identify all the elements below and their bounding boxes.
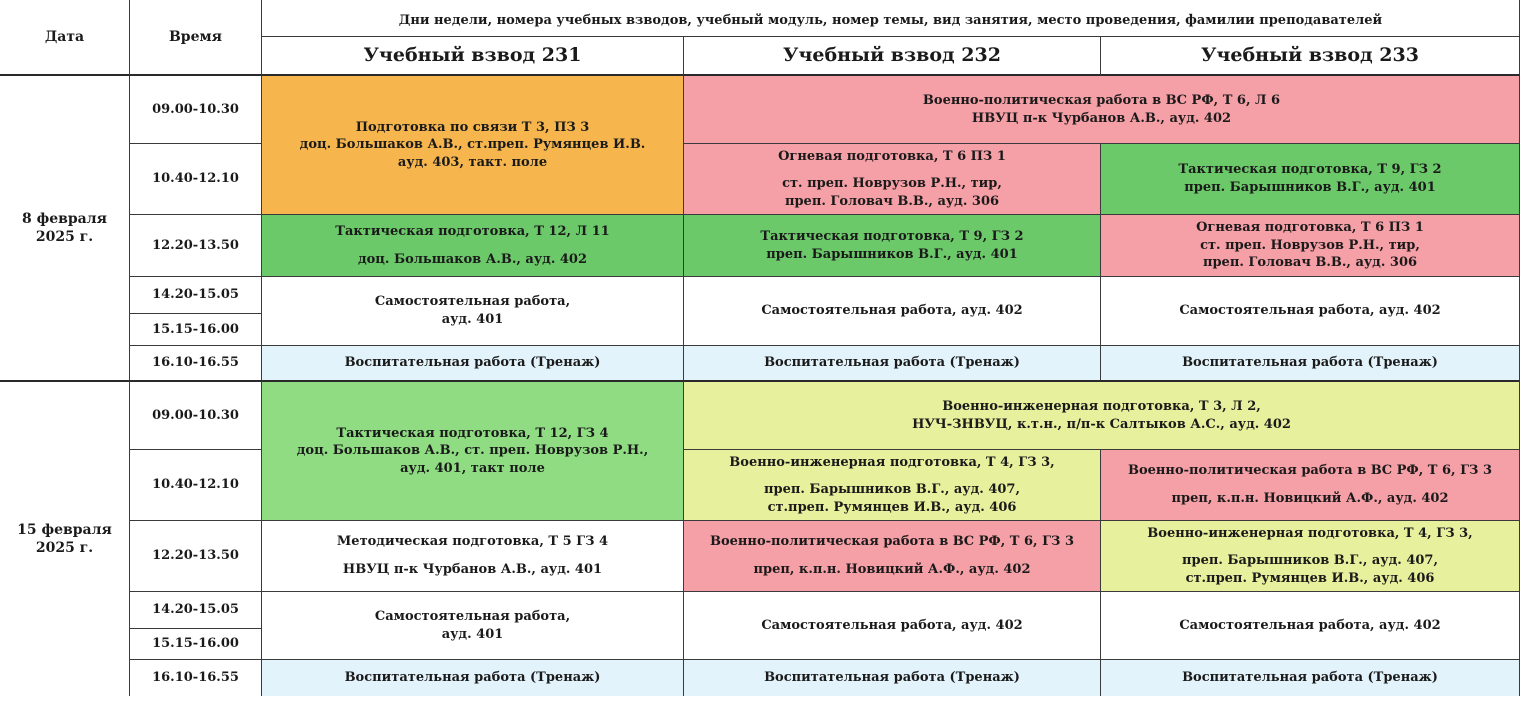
lesson-title: Огневая подготовка, Т 6 ПЗ 1 (1196, 220, 1424, 236)
day1-p232-fire (684, 144, 1101, 215)
lesson-teacher: преп, к.п.н. Новицкий А.Ф., ауд. 402 (753, 562, 1031, 577)
day2-time-6 (130, 660, 262, 696)
header-time-label: Время (168, 28, 223, 45)
platoon-231-label: Учебный взвод 231 (363, 43, 582, 66)
day1-p231-tactics (262, 215, 684, 277)
day2-p232-education (684, 660, 1101, 696)
header-caption (262, 0, 1520, 37)
lesson-title: Огневая подготовка, Т 6 ПЗ 1 (778, 148, 1006, 164)
lesson-title: Военно-инженерная подготовка, Т 3, Л 2, (942, 398, 1261, 414)
lesson-title: Военно-инженерная подготовка, Т 4, ГЗ 3, (729, 454, 1055, 470)
platoon-232-label: Учебный взвод 232 (783, 43, 1001, 66)
lesson-teacher: доц. Большаков А.В., ст.преп. Румянцев И.В. (299, 137, 646, 153)
lesson-title: Самостоятельная работа, ауд. 402 (1179, 303, 1441, 319)
lesson-title: Методическая подготовка, Т 5 ГЗ 4 (336, 534, 609, 550)
header-platoon-232 (684, 37, 1101, 76)
day1-p232-tactics (684, 215, 1101, 277)
lesson-room: преп. Головач В.В., ауд. 306 (1202, 255, 1418, 271)
time-label: 14.20-15.05 (152, 602, 239, 618)
lesson-teacher: доц. Большаков А.В., ст. преп. Новрузов Р.Н., (296, 443, 649, 459)
header-date-label: Дата (44, 28, 85, 45)
day1-p233-tactics (1101, 144, 1520, 215)
lesson-teacher: НВУЦ п-к Чурбанов А.В., ауд. 402 (971, 110, 1232, 126)
day1-time-6 (130, 346, 262, 382)
lesson-title: Военно-политическая работа в ВС РФ, Т 6, ГЗ 3 (1127, 463, 1493, 479)
lesson-room: ауд. 401, такт поле (400, 460, 545, 476)
lesson-title: Самостоятельная работа, ауд. 402 (761, 303, 1023, 319)
lesson-title: Самостоятельная работа, ауд. 402 (761, 617, 1023, 633)
day2-p232-233-engineering (684, 382, 1520, 450)
day2-p231-selfstudy (262, 592, 684, 660)
lesson-title: Самостоятельная работа, (374, 608, 571, 624)
lesson-room: ст.преп. Румянцев И.В., ауд. 406 (1185, 570, 1435, 586)
lesson-room: ст.преп. Румянцев И.В., ауд. 406 (767, 499, 1017, 515)
header-time (130, 0, 262, 76)
day1-p231-education (262, 346, 684, 382)
lesson-teacher: преп. Барышников В.Г., ауд. 407, (1181, 553, 1439, 569)
day2-p231-tactics (262, 382, 684, 521)
platoon-233-label: Учебный взвод 233 (1201, 43, 1419, 66)
lesson-room: ауд. 401 (441, 626, 504, 642)
day2-time-2 (130, 450, 262, 521)
lesson-title: Тактическая подготовка, Т 12, Л 11 (335, 223, 610, 239)
day1-date-line1: 8 февраля (22, 210, 107, 227)
header-platoon-231 (262, 37, 684, 76)
lesson-teacher: доц. Большаков А.В., ауд. 402 (357, 251, 588, 267)
day2-time-1 (130, 382, 262, 450)
day2-p231-methodical (262, 521, 684, 592)
day1-p232-education (684, 346, 1101, 382)
day2-date-line1: 15 февраля (17, 521, 112, 538)
day1-time-2 (130, 144, 262, 215)
day2-p233-selfstudy (1101, 592, 1520, 660)
day2-time-3 (130, 521, 262, 592)
lesson-title: Самостоятельная работа, (374, 294, 571, 310)
day2-p233-politics (1101, 450, 1520, 521)
time-label: 16.10-16.55 (152, 355, 239, 371)
lesson-title: Тактическая подготовка, Т 9, ГЗ 2 (1178, 162, 1442, 178)
lesson-title: Тактическая подготовка, Т 12, ГЗ 4 (336, 425, 609, 441)
lesson-title: Подготовка по связи Т 3, ПЗ 3 (355, 119, 590, 135)
day2-time-5 (130, 629, 262, 660)
day1-time-4 (130, 277, 262, 314)
day2-p232-politics (684, 521, 1101, 592)
day2-date (0, 382, 130, 696)
time-label: 12.20-13.50 (152, 548, 239, 564)
day2-p231-education (262, 660, 684, 696)
lesson-teacher: преп, к.п.н. Новицкий А.Ф., ауд. 402 (1171, 491, 1449, 506)
day1-p233-selfstudy (1101, 277, 1520, 346)
day1-p231-signals (262, 76, 684, 215)
time-label: 10.40-12.10 (152, 477, 239, 493)
day1-date-line2: 2025 г. (35, 229, 94, 245)
lesson-room: ауд. 401 (441, 312, 504, 327)
lesson-title: Военно-политическая работа в ВС РФ, Т 6, ГЗ 3 (709, 534, 1075, 550)
time-label: 14.20-15.05 (152, 287, 239, 303)
day1-p233-fire (1101, 215, 1520, 277)
lesson-teacher: ст. преп. Новрузов Р.Н., тир, (782, 176, 1002, 192)
lesson-title: Тактическая подготовка, Т 9, ГЗ 2 (760, 228, 1024, 244)
lesson-title: Воспитательная работа (Тренаж) (1182, 670, 1438, 686)
lesson-teacher: преп. Барышников В.Г., ауд. 401 (1184, 180, 1436, 195)
day2-p232-selfstudy (684, 592, 1101, 660)
lesson-title: Военно-политическая работа в ВС РФ, Т 6, Л 6 (922, 92, 1281, 108)
day2-p233-engineering (1101, 521, 1520, 592)
header-platoon-233 (1101, 37, 1520, 76)
day1-time-1 (130, 76, 262, 144)
lesson-title: Воспитательная работа (Тренаж) (764, 670, 1020, 686)
header-caption-text: Дни недели, номера учебных взводов, учебный модуль, номер темы, вид занятия, место проведения, фамилии преподавателей (398, 13, 1383, 29)
time-label: 09.00-10.30 (152, 101, 239, 117)
day1-time-3 (130, 215, 262, 277)
header-date (0, 0, 130, 76)
day2-p232-engineering (684, 450, 1101, 521)
lesson-teacher: преп. Барышников В.Г., ауд. 407, (763, 482, 1021, 498)
day1-p231-selfstudy (262, 277, 684, 346)
lesson-teacher: НВУЦ п-к Чурбанов А.В., ауд. 401 (342, 562, 603, 577)
lesson-room: преп. Головач В.В., ауд. 306 (784, 193, 1000, 209)
day2-p233-education (1101, 660, 1520, 696)
time-label: 16.10-16.55 (152, 670, 239, 686)
lesson-title: Самостоятельная работа, ауд. 402 (1179, 617, 1441, 633)
time-label: 15.15-16.00 (152, 636, 239, 652)
day2-date-line2: 2025 г. (35, 540, 94, 556)
time-label: 15.15-16.00 (152, 321, 239, 337)
lesson-title: Воспитательная работа (Тренаж) (1182, 355, 1438, 371)
lesson-teacher: НУЧ-ЗНВУЦ, к.т.н., п/п-к Салтыков А.С., ауд. 402 (912, 416, 1291, 432)
day2-time-4 (130, 592, 262, 629)
day1-date (0, 76, 130, 382)
lesson-title: Военно-инженерная подготовка, Т 4, ГЗ 3, (1147, 525, 1473, 541)
lesson-teacher: преп. Барышников В.Г., ауд. 401 (766, 246, 1018, 262)
lesson-title: Воспитательная работа (Тренаж) (344, 670, 601, 686)
lesson-title: Воспитательная работа (Тренаж) (764, 355, 1020, 371)
time-label: 09.00-10.30 (152, 407, 239, 423)
day1-p232-selfstudy (684, 277, 1101, 346)
day1-time-5 (130, 314, 262, 346)
lesson-room: ауд. 403, такт. поле (397, 154, 548, 170)
lesson-teacher: ст. преп. Новрузов Р.Н., тир, (1200, 237, 1420, 253)
time-label: 10.40-12.10 (152, 171, 239, 187)
time-label: 12.20-13.50 (152, 237, 239, 253)
lesson-title: Воспитательная работа (Тренаж) (344, 355, 601, 371)
day1-p233-education (1101, 346, 1520, 382)
day1-p232-233-politics (684, 76, 1520, 144)
